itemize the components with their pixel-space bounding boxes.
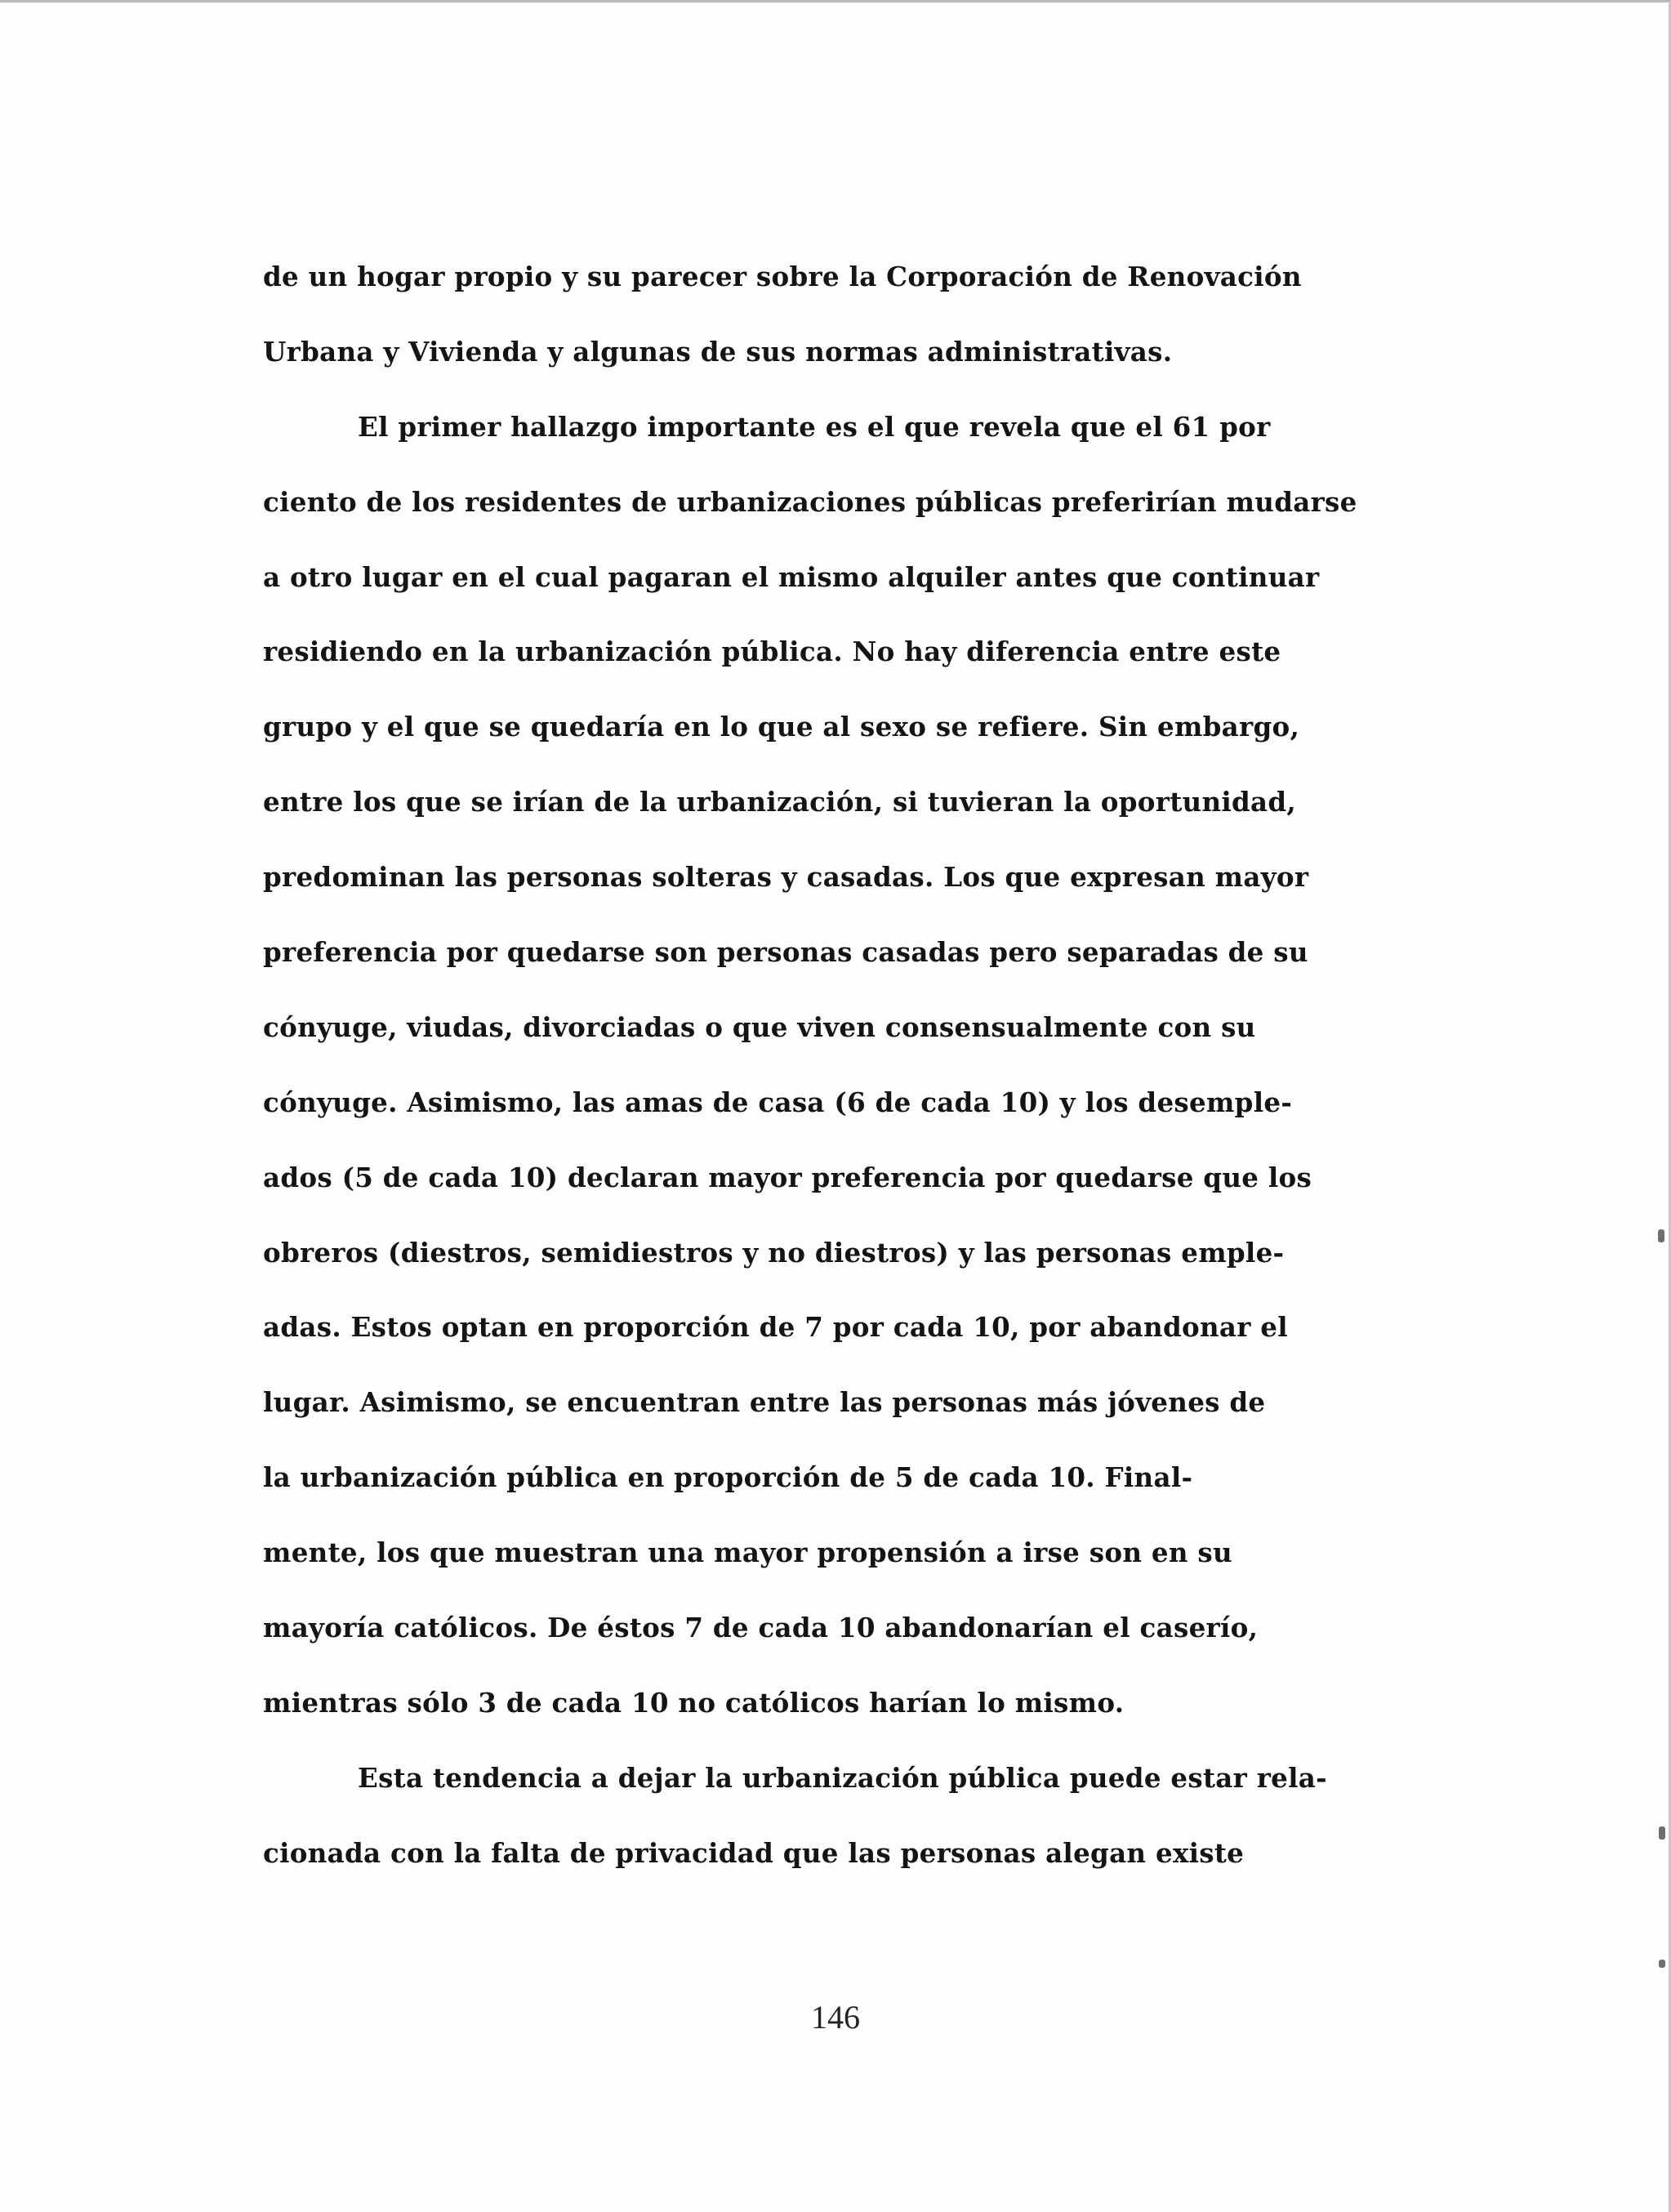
text-line: la urbanización pública en proporción de 5 de cada 10. Final- bbox=[263, 1461, 1193, 1494]
text-line: ciento de los residentes de urbanizaciones públicas preferirían mudarse bbox=[263, 485, 1357, 518]
text-line: mientras sólo 3 de cada 10 no católicos harían lo mismo. bbox=[263, 1686, 1125, 1719]
text-line: Urbana y Vivienda y algunas de sus normas administrativas. bbox=[263, 335, 1173, 368]
margin-speck bbox=[1659, 1826, 1665, 1840]
page-number: 146 bbox=[811, 1999, 860, 2036]
text-line: predominan las personas solteras y casadas. Los que expresan mayor bbox=[263, 861, 1309, 894]
paragraph-first-line: El primer hallazgo importante es el que revela que el 61 por bbox=[358, 410, 1271, 443]
text-line: adas. Estos optan en proporción de 7 por cada 10, por abandonar el bbox=[263, 1311, 1288, 1344]
text-line: mente, los que muestran una mayor propensión a irse son en su bbox=[263, 1536, 1232, 1569]
text-line: grupo y el que se quedaría en lo que al sexo se refiere. Sin embargo, bbox=[263, 711, 1300, 743]
text-line: de un hogar propio y su parecer sobre la Corporación de Renovación bbox=[263, 261, 1302, 292]
text-line: cónyuge, viudas, divorciadas o que viven consensualmente con su bbox=[263, 1010, 1256, 1043]
text-line: entre los que se irían de la urbanización, si tuvieran la oportunidad, bbox=[263, 786, 1297, 818]
text-line: a otro lugar en el cual pagaran el mismo alquiler antes que continuar bbox=[263, 560, 1320, 593]
text-line: cónyuge. Asimismo, las amas de casa (6 de cada 10) y los desemple- bbox=[263, 1086, 1293, 1118]
margin-speck bbox=[1658, 1229, 1664, 1242]
margin-speck bbox=[1659, 1960, 1665, 1968]
text-line: ados (5 de cada 10) declaran mayor preferencia por quedarse que los bbox=[263, 1161, 1312, 1193]
text-line: residiendo en la urbanización pública. No hay diferencia entre este bbox=[263, 636, 1281, 668]
text-line: obreros (diestros, semidiestros y no diestros) y las personas emple- bbox=[263, 1236, 1285, 1269]
text-line: lugar. Asimismo, se encuentran entre las personas más jóvenes de bbox=[263, 1386, 1266, 1419]
text-line: preferencia por quedarse son personas casadas pero separadas de su bbox=[263, 936, 1308, 969]
body-text bbox=[263, 239, 1423, 1891]
text-line: cionada con la falta de privacidad que las personas alegan existe bbox=[263, 1836, 1245, 1869]
paragraph-first-line: Esta tendencia a dejar la urbanización pública puede estar rela- bbox=[358, 1761, 1327, 1794]
text-line: mayoría católicos. De éstos 7 de cada 10 abandonarían el caserío, bbox=[263, 1612, 1259, 1644]
